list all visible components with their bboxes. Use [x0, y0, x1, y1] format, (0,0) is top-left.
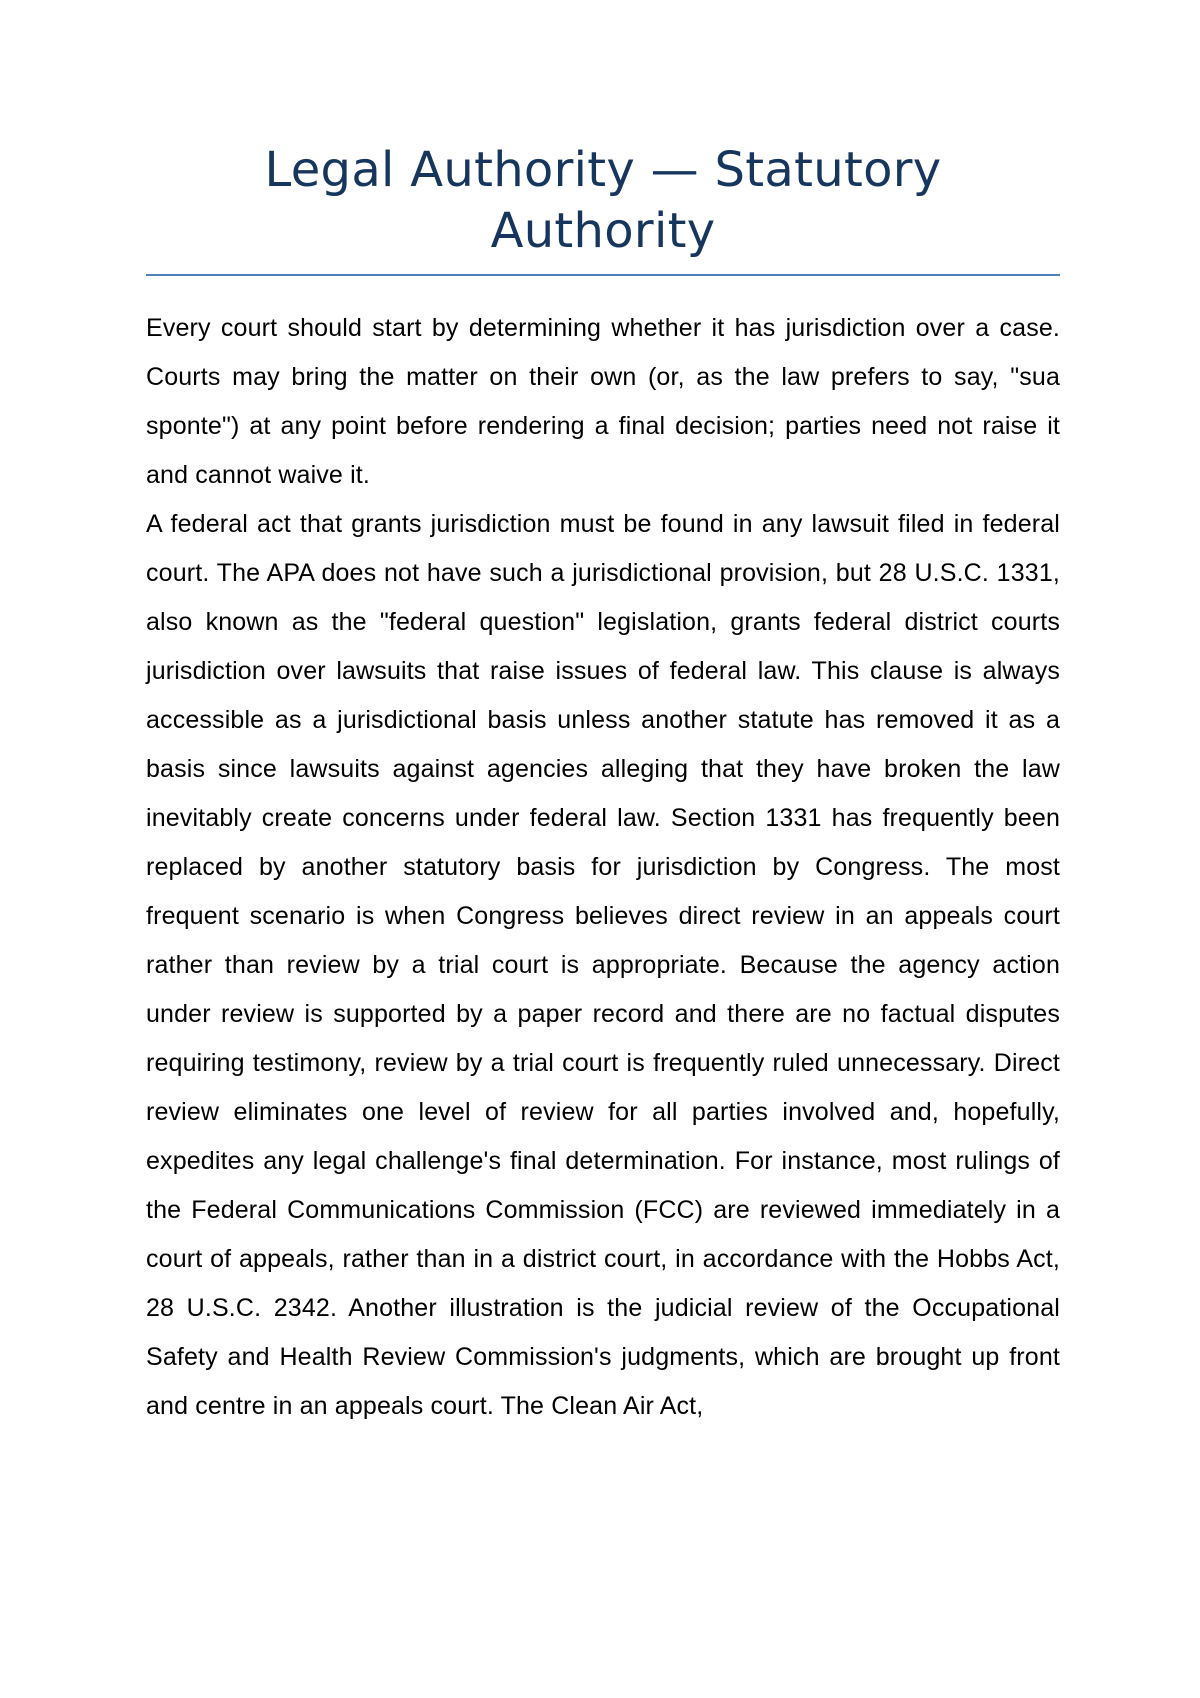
title-block: [146, 140, 1060, 262]
title-underline-rule: [146, 274, 1060, 276]
page-title: Legal Authority — Statutory Authority: [264, 142, 942, 259]
body-paragraph-1: Every court should start by determining whether it has jurisdiction over a case. Courts may bring the matter on their own (or, as the law prefers to say, "sua sponte") at any point before rendering a final decision; parties need not raise it and cannot waive it.: [146, 314, 1060, 489]
body-paragraph-2: A federal act that grants jurisdiction must be found in any lawsuit filed in federal court. The APA does not have such a jurisdictional provision, but 28 U.S.C. 1331, also known as the "federal question" legislation, grants federal district courts jurisdiction over lawsuits that raise issues of federal law. This clause is always accessible as a jurisdictional basis unless another statute has removed it as a basis since lawsuits against agencies alleging that they have broken the law inevitably create concerns under federal law. Section 1331 has frequently been replaced by another statutory basis for jurisdiction by Congress. The most frequent scenario is when Congress believes direct review in an appeals court rather than review by a trial court is appropriate. Because the agency action under review is supported by a paper record and there are no factual disputes requiring testimony, review by a trial court is frequently ruled unnecessary. Direct review eliminates one level of review for all parties involved and, hopefully, expedites any legal challenge's final determination. For instance, most rulings of the Federal Communications Commission (FCC) are reviewed immediately in a court of appeals, rather than in a district court, in accordance with the Hobbs Act, 28 U.S.C. 2342. Another illustration is the judicial review of the Occupational Safety and Health Review Commission's judgments, which are brought up front and centre in an appeals court. The Clean Air Act,: [146, 510, 1060, 1420]
document-body: [146, 304, 1060, 1431]
